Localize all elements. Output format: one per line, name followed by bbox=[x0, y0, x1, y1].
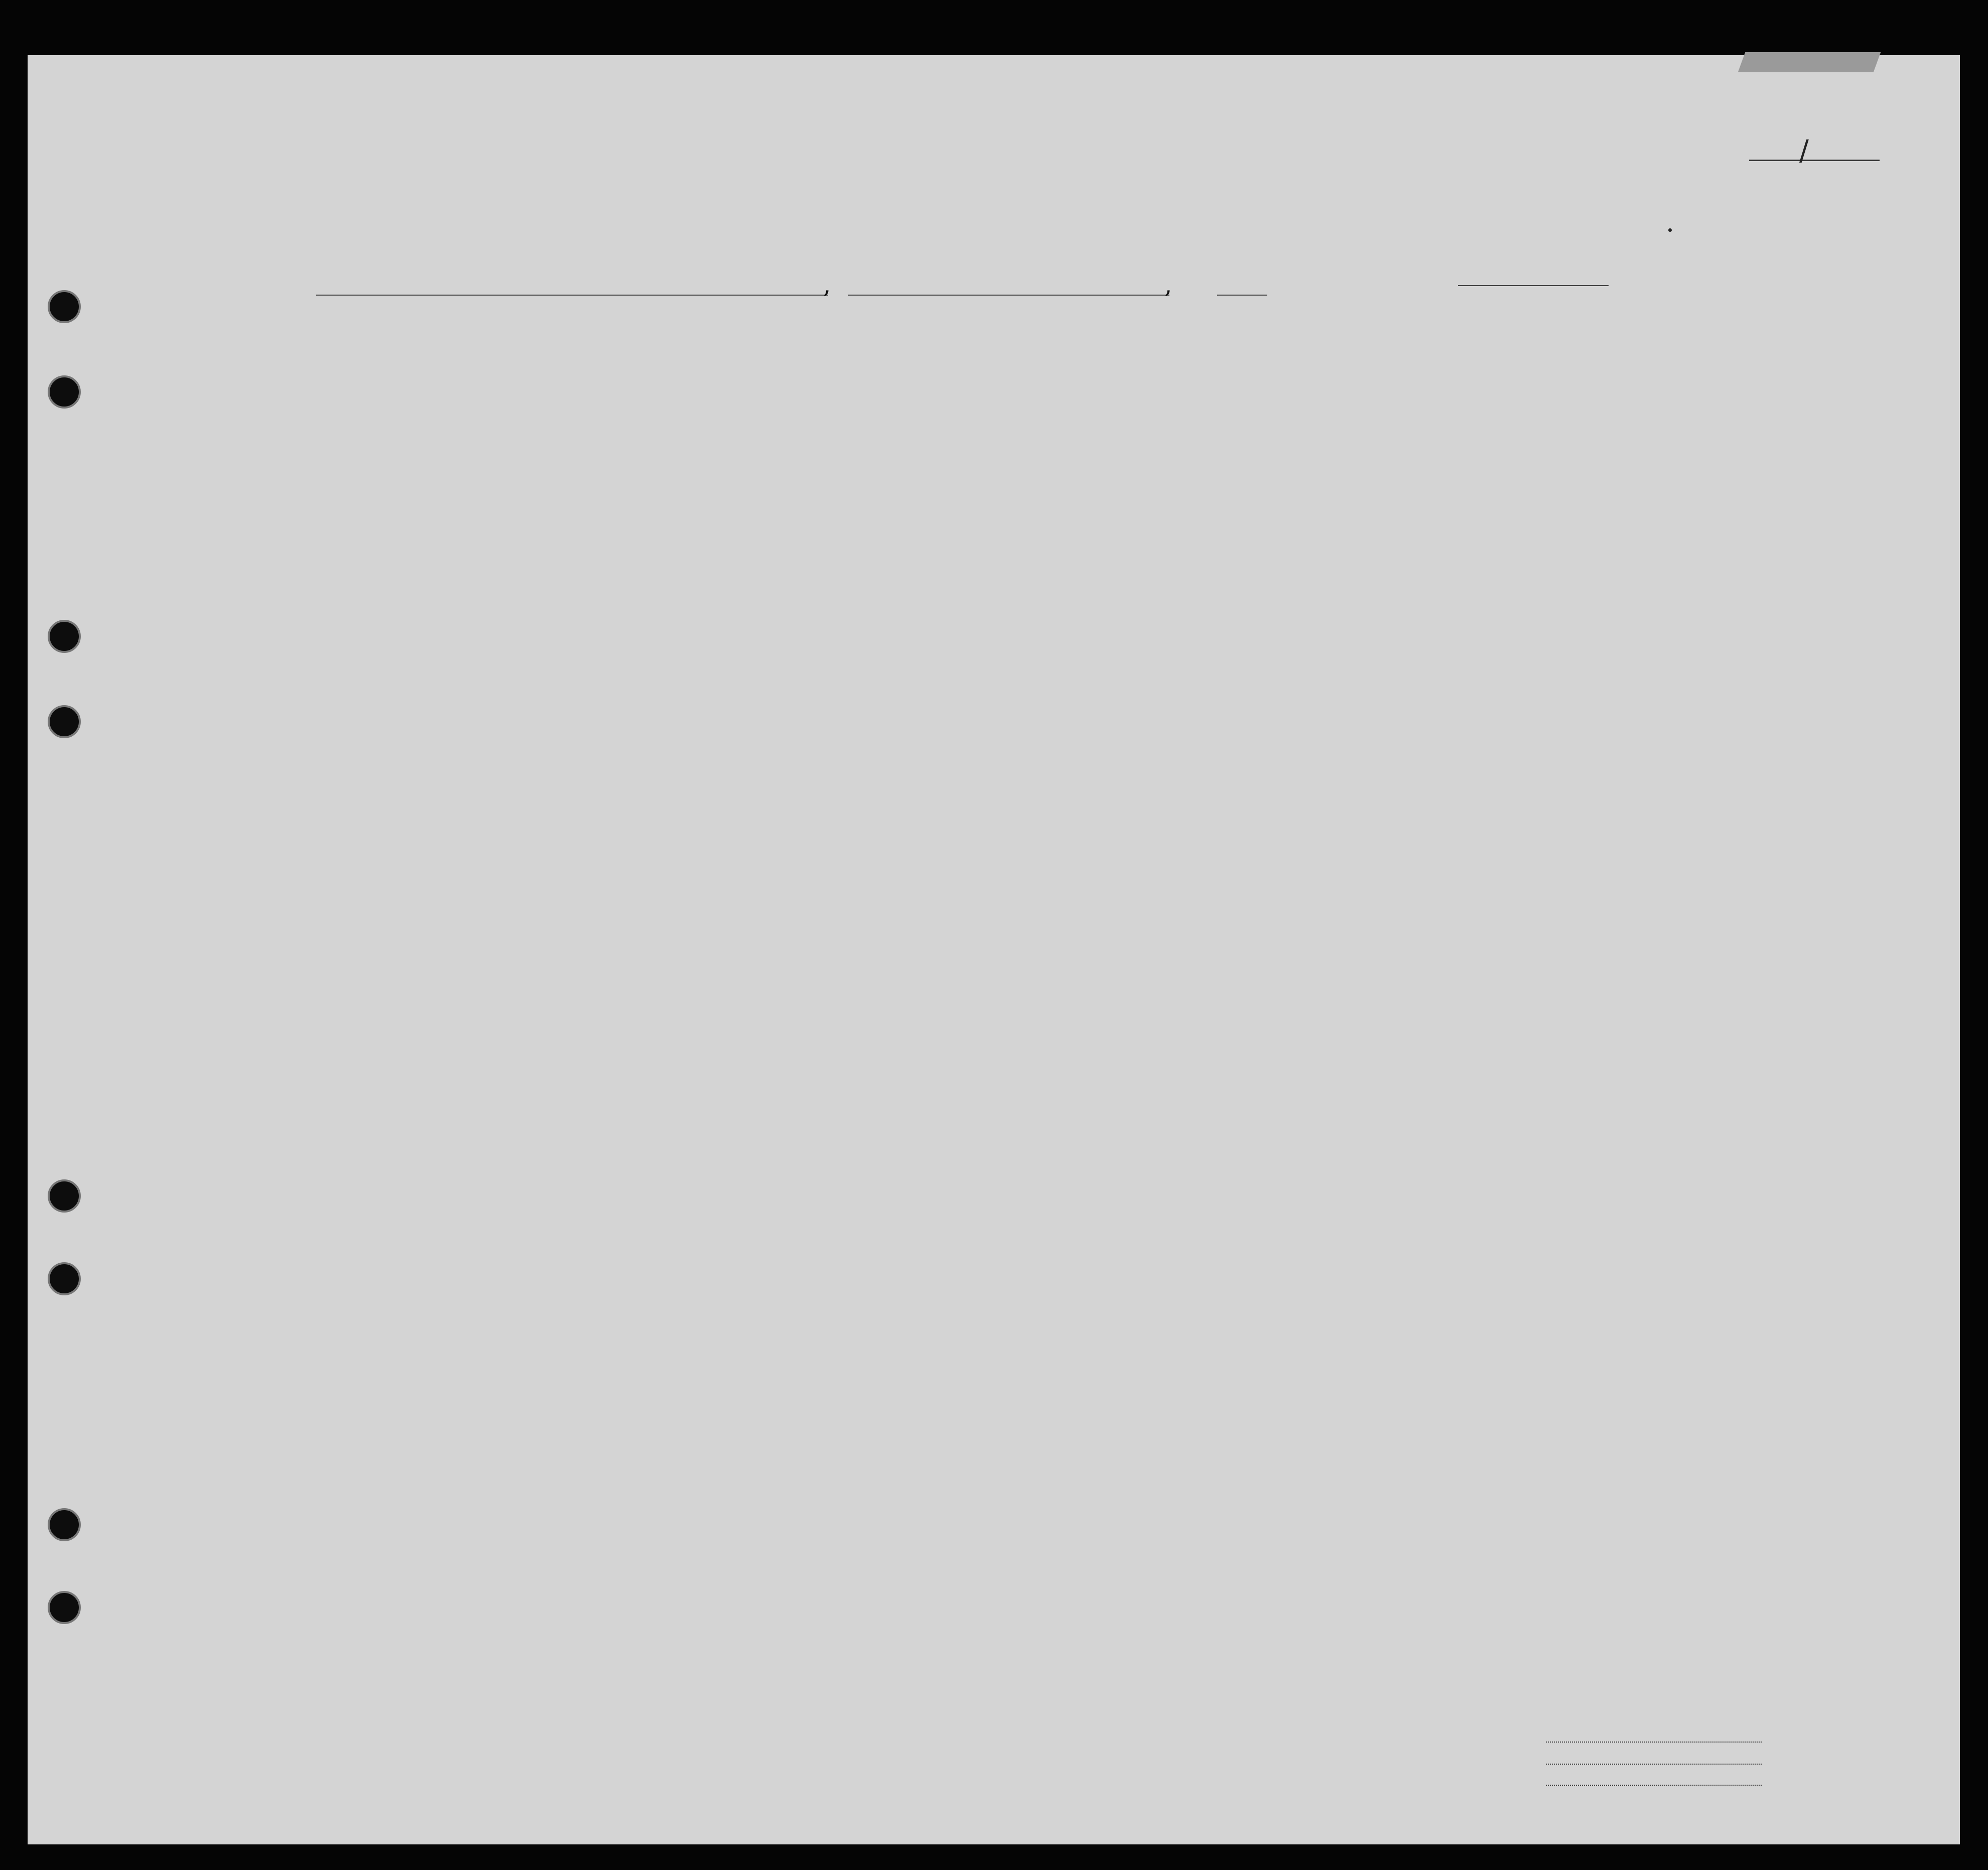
list-value: / bbox=[1799, 135, 1809, 167]
line-field bbox=[1546, 1742, 1762, 1743]
separator: , bbox=[1164, 271, 1172, 299]
owners-field bbox=[1546, 1764, 1762, 1765]
separator: , bbox=[823, 271, 831, 299]
agents-field bbox=[1546, 1785, 1762, 1786]
